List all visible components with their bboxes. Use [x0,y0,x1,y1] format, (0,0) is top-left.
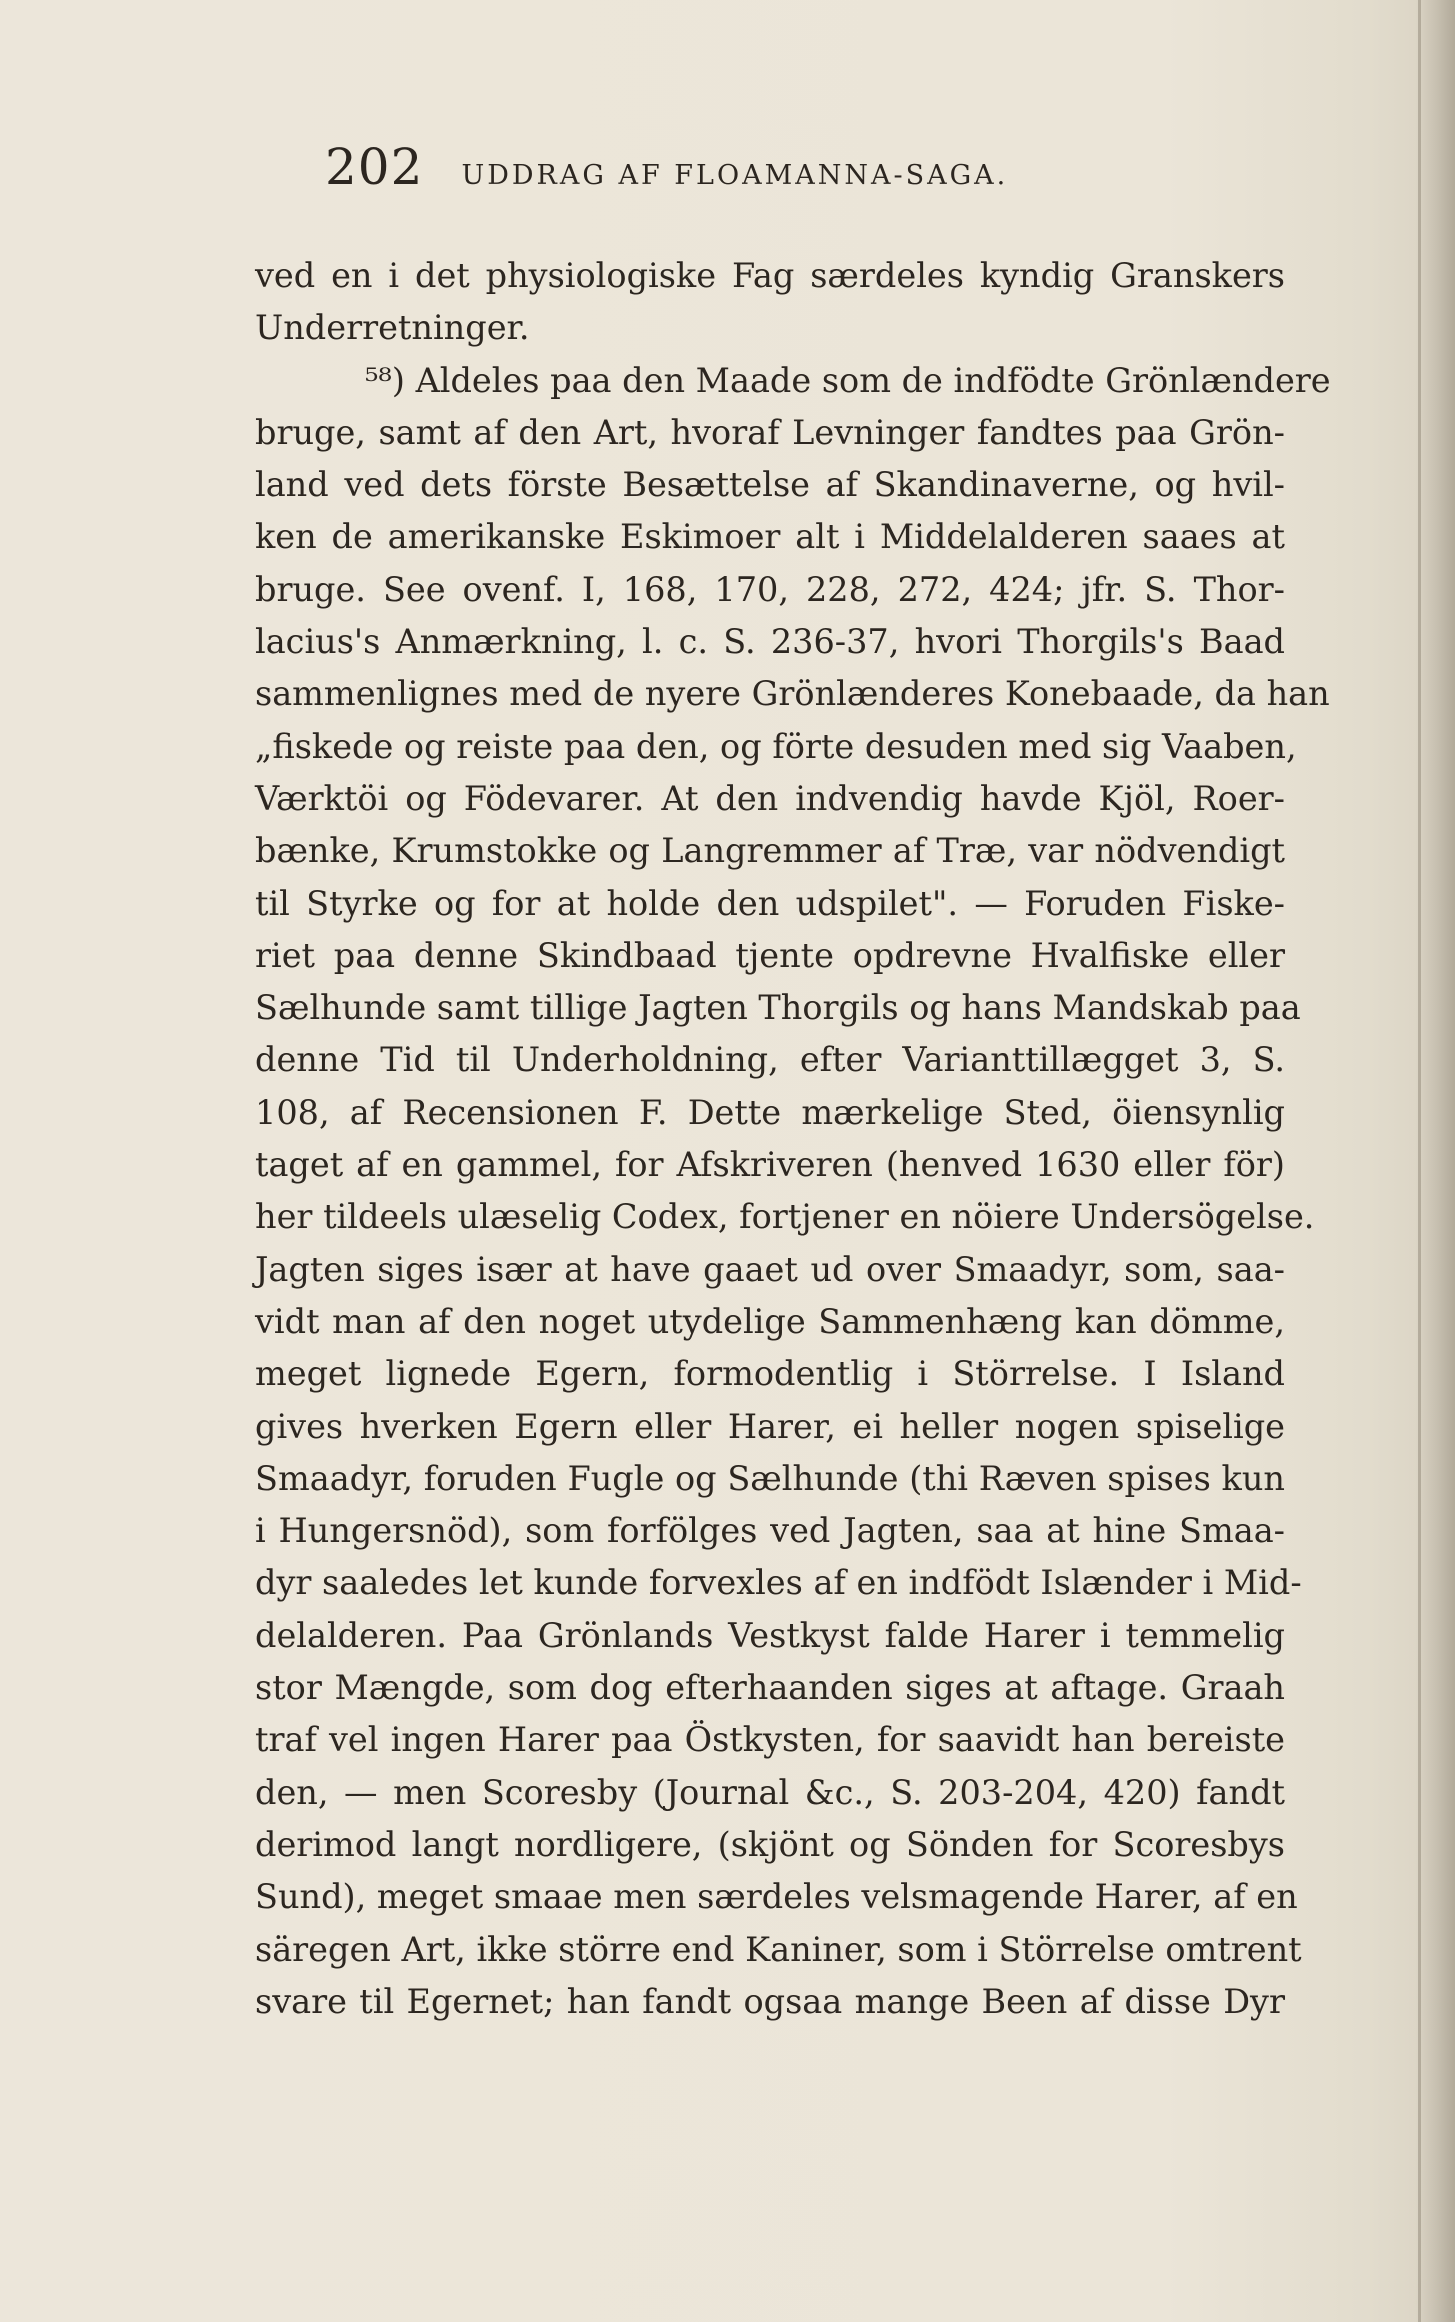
text-line: den, — men Scoresby (Journal &c., S. 203-204, 420) fandt [255,1772,1285,1812]
running-head: UDDRAG AF FLOAMANNA-SAGA. [461,160,1009,191]
text-line: denne Tid til Underholdning, efter Varianttillægget 3, S. [255,1040,1285,1080]
text-line: land ved dets förste Besættelse af Skandinaverne, og hvil- [255,465,1285,505]
text-line: Sælhunde samt tillige Jagten Thorgils og hans Mandskab paa [255,988,1301,1028]
text-line: 108, af Recensionen F. Dette mærkelige Sted, öiensynlig [255,1092,1285,1132]
text-line: Underretninger. [255,308,530,348]
text-line: delalderen. Paa Grönlands Vestkyst falde Harer i temmelig [255,1615,1285,1655]
page-header [325,138,1008,218]
text-line: vidt man af den noget utydelige Sammenhæng kan dömme, [255,1301,1285,1341]
text-line: taget af en gammel, for Afskriveren (henved 1630 eller för) [255,1145,1285,1185]
body-text [255,250,1331,2028]
text-line: Smaadyr, foruden Fugle og Sælhunde (thi Ræven spises kun [255,1458,1285,1498]
text-line: ken de amerikanske Eskimoer alt i Middelalderen saaes at [255,517,1285,557]
text-line: her tildeels ulæselig Codex, fortjener en nöiere Undersögelse. [255,1197,1315,1237]
text-line: i Hungersnöd), som forfölges ved Jagten, saa at hine Smaa- [255,1511,1285,1551]
page-spine-edge [1418,0,1421,2322]
text-line: säregen Art, ikke större end Kaniner, som i Störrelse omtrent [255,1929,1302,1969]
text-line: dyr saaledes let kunde forvexles af en indfödt Islænder i Mid- [255,1563,1302,1603]
text-line: svare til Egernet; han fandt ogsaa mange Been af disse Dyr [255,1981,1285,2021]
text-line: meget lignede Egern, formodentlig i Störrelse. I Island [255,1354,1285,1394]
page-number: 202 [325,138,424,196]
text-line: til Styrke og for at holde den udspilet". — Foruden Fiske- [255,883,1285,923]
text-line: traf vel ingen Harer paa Östkysten, for saavidt han bereiste [255,1720,1285,1760]
text-line: Værktöi og Födevarer. At den indvendig havde Kjöl, Roer- [255,778,1285,818]
text-line: ved en i det physiologiske Fag særdeles kyndig Granskers [255,256,1285,295]
text-line: Sund), meget smaae men særdeles velsmagende Harer, af en [255,1877,1298,1917]
text-line: lacius's Anmærkning, l. c. S. 236-37, hvori Thorgils's Baad [255,622,1285,662]
text-line: bruge. See ovenf. I, 168, 170, 228, 272, 424; jfr. S. Thor- [255,569,1285,609]
page-spine-shadow [1415,0,1455,2322]
text-line: stor Mængde, som dog efterhaanden siges at aftage. Graah [255,1668,1285,1708]
text-line: riet paa denne Skindbaad tjente opdrevne Hvalfiske eller [255,935,1285,975]
text-line: Jagten siges især at have gaaet ud over Smaadyr, som, saa- [255,1249,1285,1289]
text-line: bænke, Krumstokke og Langremmer af Træ, var nödvendigt [255,831,1285,871]
text-line: bruge, samt af den Art, hvoraf Levninger fandtes paa Grön- [255,412,1285,452]
text-line: „fiskede og reiste paa den, og förte desuden med sig Vaaben, [255,726,1297,766]
footnote-start-line: ⁵⁸) Aldeles paa den Maade som de indfödte Grönlændere [365,360,1331,400]
text-line: derimod langt nordligere, (skjönt og Sönden for Scoresbys [255,1824,1285,1864]
text-line: sammenlignes med de nyere Grönlænderes Konebaade, da han [255,674,1330,714]
text-line: gives hverken Egern eller Harer, ei heller nogen spiselige [255,1406,1285,1446]
